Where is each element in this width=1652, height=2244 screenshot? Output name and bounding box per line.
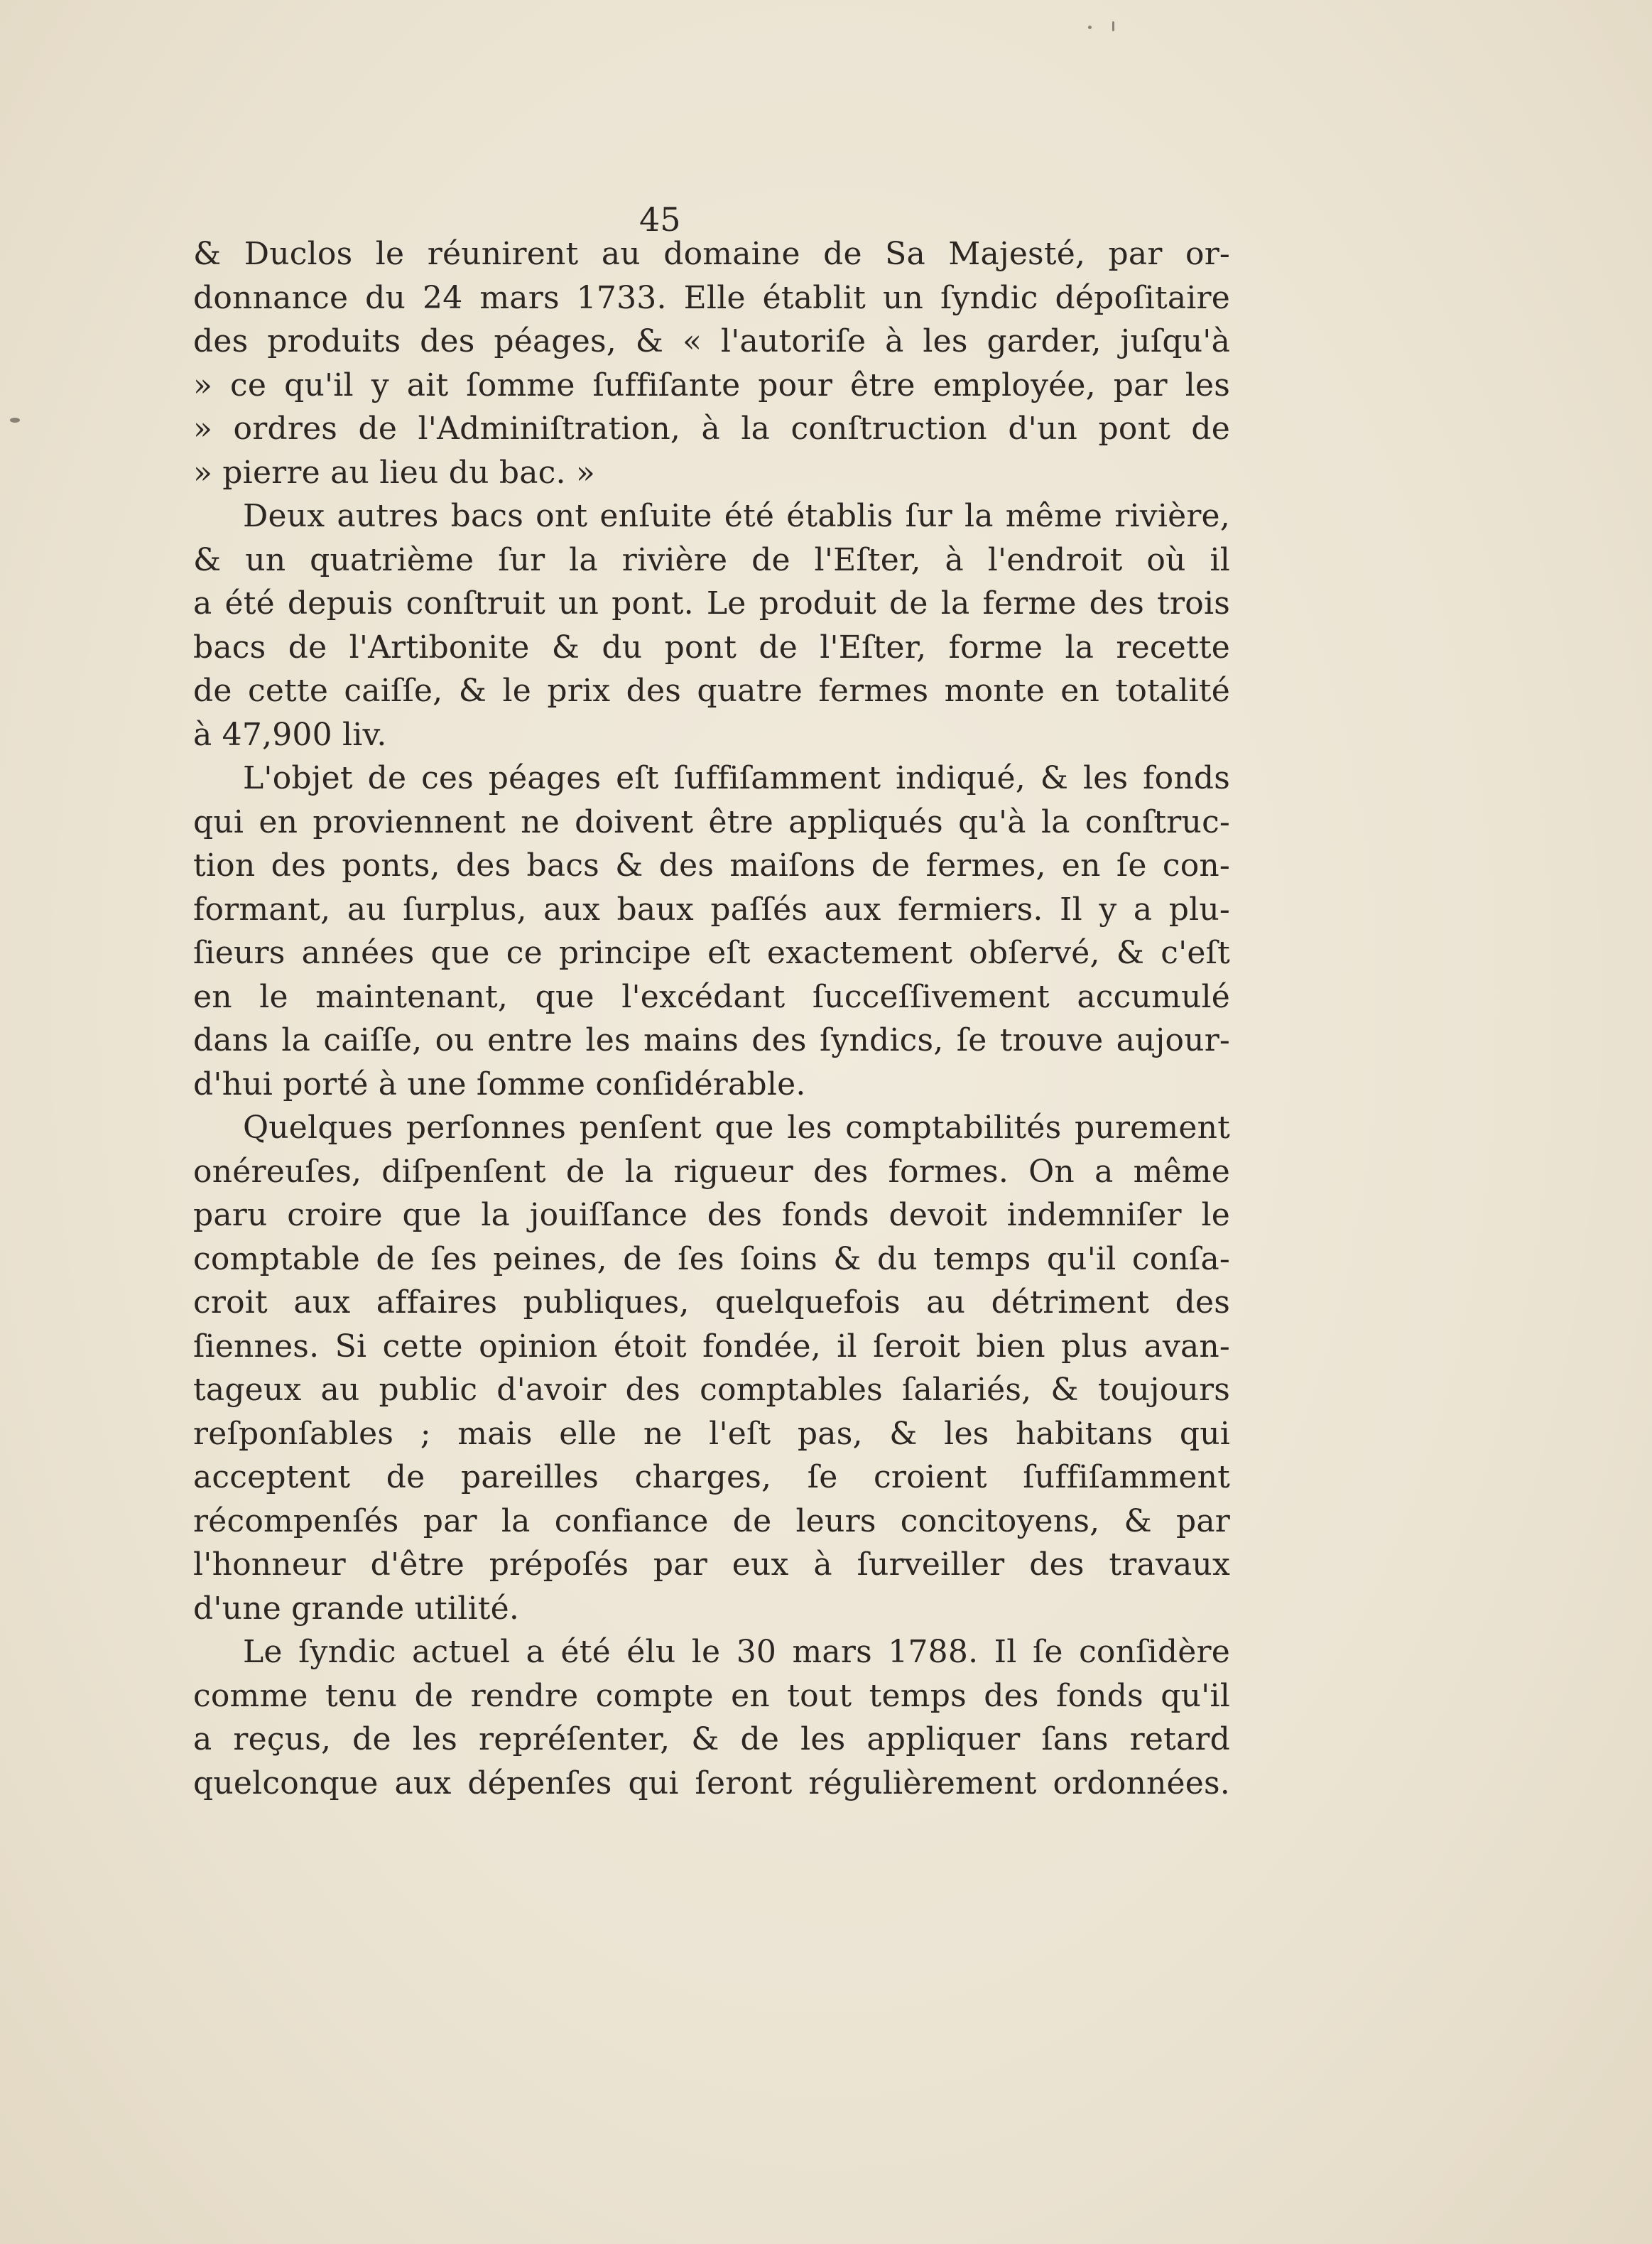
text-line: ſiennes. Si cette opinion étoit fondée, il ſeroit bien plus avan- (193, 1328, 1230, 1365)
page-number: 45 (639, 200, 681, 239)
text-line: L'objet de ces péages eſt ſuffiſamment indiqué, & les fonds (243, 760, 1230, 796)
text-line: » ce qu'il y ait ſomme ſuffiſante pour être employée, par les (193, 367, 1230, 403)
text-line: à 47,900 liv. (193, 716, 387, 753)
text-line: & un quatrième ſur la rivière de l'Eſter, à l'endroit où il (193, 541, 1230, 578)
text-line: Le ſyndic actuel a été élu le 30 mars 1788. Il ſe conſidère (243, 1634, 1230, 1670)
text-line: a reçus, de les repréſenter, & de les appliquer ſans retard (193, 1721, 1230, 1757)
body-text (193, 195, 1230, 1805)
text-line: acceptent de pareilles charges, ſe croient ſuffiſamment (193, 1459, 1230, 1495)
text-line: l'honneur d'être prépoſés par eux à ſurveiller des travaux (193, 1546, 1230, 1583)
text-line: a été depuis conſtruit un pont. Le produit de la ferme des trois (193, 585, 1230, 622)
text-line: des produits des péages, & « l'autoriſe à les garder, juſqu'à (193, 323, 1230, 359)
text-line: comptable de ſes peines, de ſes ſoins & du temps qu'il conſa- (193, 1240, 1230, 1277)
header-spacer (193, 195, 1230, 232)
text-line: onéreuſes, diſpenſent de la rigueur des formes. On a même (193, 1153, 1230, 1190)
text-line: dans la caiſſe, ou entre les mains des ſyndics, ſe trouve aujour- (193, 1022, 1230, 1058)
text-line: qui en proviennent ne doivent être appliqués qu'à la conſtruc- (193, 803, 1230, 840)
text-line: comme tenu de rendre compte en tout temps des fonds qu'il (193, 1677, 1230, 1714)
text-line: » ordres de l'Adminiſtration, à la conſtruction d'un pont de (193, 411, 1230, 447)
text-line: formant, au ſurplus, aux baux paſſés aux fermiers. Il y a plu- (193, 891, 1230, 928)
ink-speck (1088, 26, 1092, 29)
text-line: quelconque aux dépenſes qui ſeront régulièrement ordonnées. (193, 1765, 1230, 1801)
ink-speck (10, 418, 20, 423)
text-line: paru croire que la jouiſſance des fonds devoit indemniſer le (193, 1197, 1230, 1233)
text-line: en le maintenant, que l'excédant ſucceſſivement accumulé (193, 978, 1230, 1015)
text-line: Deux autres bacs ont enſuite été établis ſur la même rivière, (243, 498, 1230, 534)
text-line: reſponſables ; mais elle ne l'eſt pas, & les habitans qui (193, 1415, 1230, 1452)
text-line: donnance du 24 mars 1733. Elle établit un ſyndic dépoſitaire (193, 279, 1230, 316)
text-line: ſieurs années que ce principe eſt exactement obſervé, & c'eſt (193, 935, 1230, 971)
text-line: d'hui porté à une ſomme conſidérable. (193, 1066, 806, 1102)
text-line: & Duclos le réunirent au domaine de Sa Majesté, par or- (193, 236, 1230, 272)
ink-speck (1112, 21, 1114, 31)
text-line: » pierre au lieu du bac. » (193, 454, 595, 491)
text-line: tageux au public d'avoir des comptables ſalariés, & toujours (193, 1372, 1230, 1408)
text-line: Quelques perſonnes penſent que les comptabilités purement (243, 1110, 1230, 1146)
text-line: croit aux affaires publiques, quelquefois au détriment des (193, 1284, 1230, 1321)
text-line: tion des ponts, des bacs & des maiſons de fermes, en ſe con- (193, 847, 1230, 884)
text-line: d'une grande utilité. (193, 1590, 520, 1627)
text-line: de cette caiſſe, & le prix des quatre fermes monte en totalité (193, 673, 1230, 709)
text-line: bacs de l'Artibonite & du pont de l'Eſter, forme la recette (193, 629, 1230, 666)
text-line: récompenſés par la confiance de leurs concitoyens, & par (193, 1502, 1230, 1539)
